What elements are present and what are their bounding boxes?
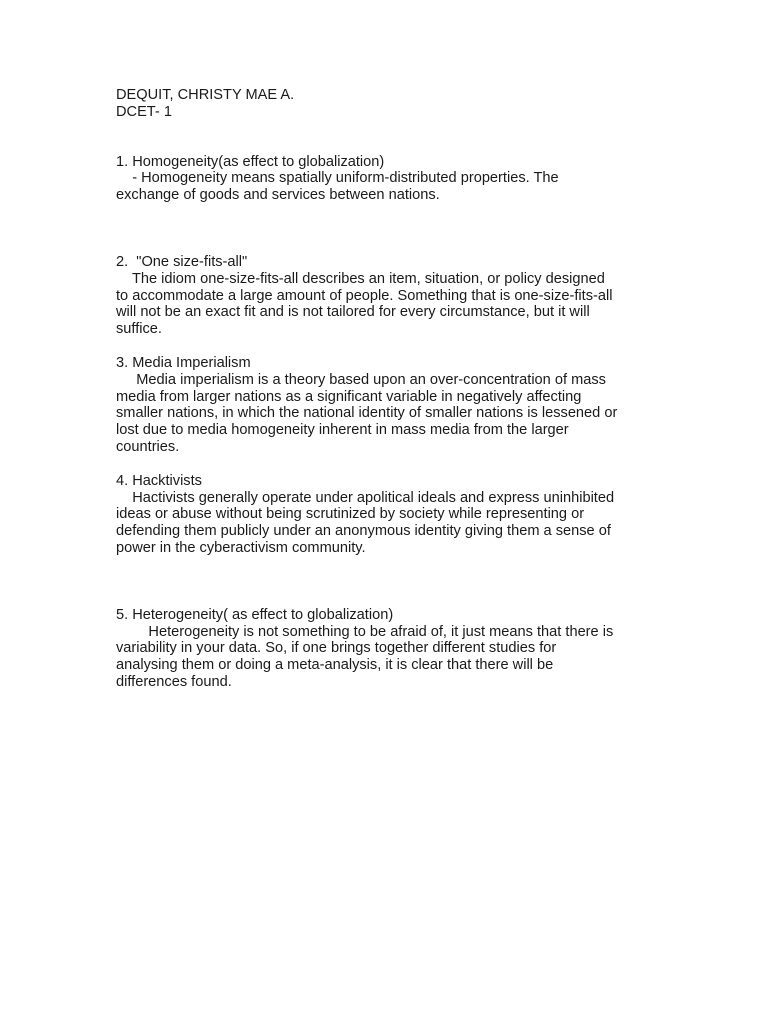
student-section: DCET- 1: [116, 103, 172, 120]
item-text-line: power in the cyberactivism community.: [116, 539, 366, 556]
student-name: DEQUIT, CHRISTY MAE A.: [116, 87, 295, 103]
item-title: 1. Homogeneity(as effect to globalization): [116, 153, 385, 170]
item-text-line: - Homogeneity means spatially uniform-distributed properties. The: [116, 170, 559, 187]
item-text-line: will not be an exact fit and is not tailored for every circumstance, but it will: [116, 304, 590, 321]
item-title: 4. Hacktivists: [116, 472, 202, 489]
item-text-line: to accommodate a large amount of people. Something that is one-size-fits-all: [116, 287, 613, 304]
item-text-line: Hactivists generally operate under apolitical ideals and express uninhibited: [116, 489, 615, 506]
item-hacktivists: [116, 473, 656, 557]
document-header: [116, 87, 656, 121]
item-text-line: ideas or abuse without being scrutinized by society while representing or: [116, 506, 585, 523]
item-title: 2. "One size-fits-all": [116, 253, 248, 270]
item-heterogeneity: [116, 607, 656, 691]
item-text-line: analysing them or doing a meta-analysis, it is clear that there will be: [116, 657, 554, 674]
item-text-line: Heterogeneity is not something to be afraid of, it just means that there is: [116, 623, 614, 640]
item-title: 5. Heterogeneity( as effect to globalization): [116, 606, 394, 623]
item-text-line: lost due to media homogeneity inherent in mass media from the larger: [116, 422, 569, 439]
item-homogeneity: [116, 154, 656, 204]
item-text-line: variability in your data. So, if one brings together different studies for: [116, 640, 557, 657]
item-text-line: The idiom one-size-fits-all describes an item, situation, or policy designed: [116, 270, 605, 287]
item-text-line: exchange of goods and services between nations.: [116, 187, 440, 204]
item-text-line: countries.: [116, 438, 180, 455]
item-text-line: suffice.: [116, 321, 162, 338]
item-media-imperialism: [116, 355, 656, 456]
item-text-line: defending them publicly under an anonymous identity giving them a sense of: [116, 523, 611, 540]
item-text-line: smaller nations, in which the national identity of smaller nations is lessened or: [116, 405, 618, 422]
item-title: 3. Media Imperialism: [116, 354, 251, 371]
item-text-line: Media imperialism is a theory based upon an over-concentration of mass: [116, 371, 606, 388]
item-text-line: differences found.: [116, 673, 232, 690]
item-one-size-fits-all: [116, 254, 656, 338]
document-page: [116, 87, 656, 691]
item-text-line: media from larger nations as a significant variable in negatively affecting: [116, 388, 582, 405]
